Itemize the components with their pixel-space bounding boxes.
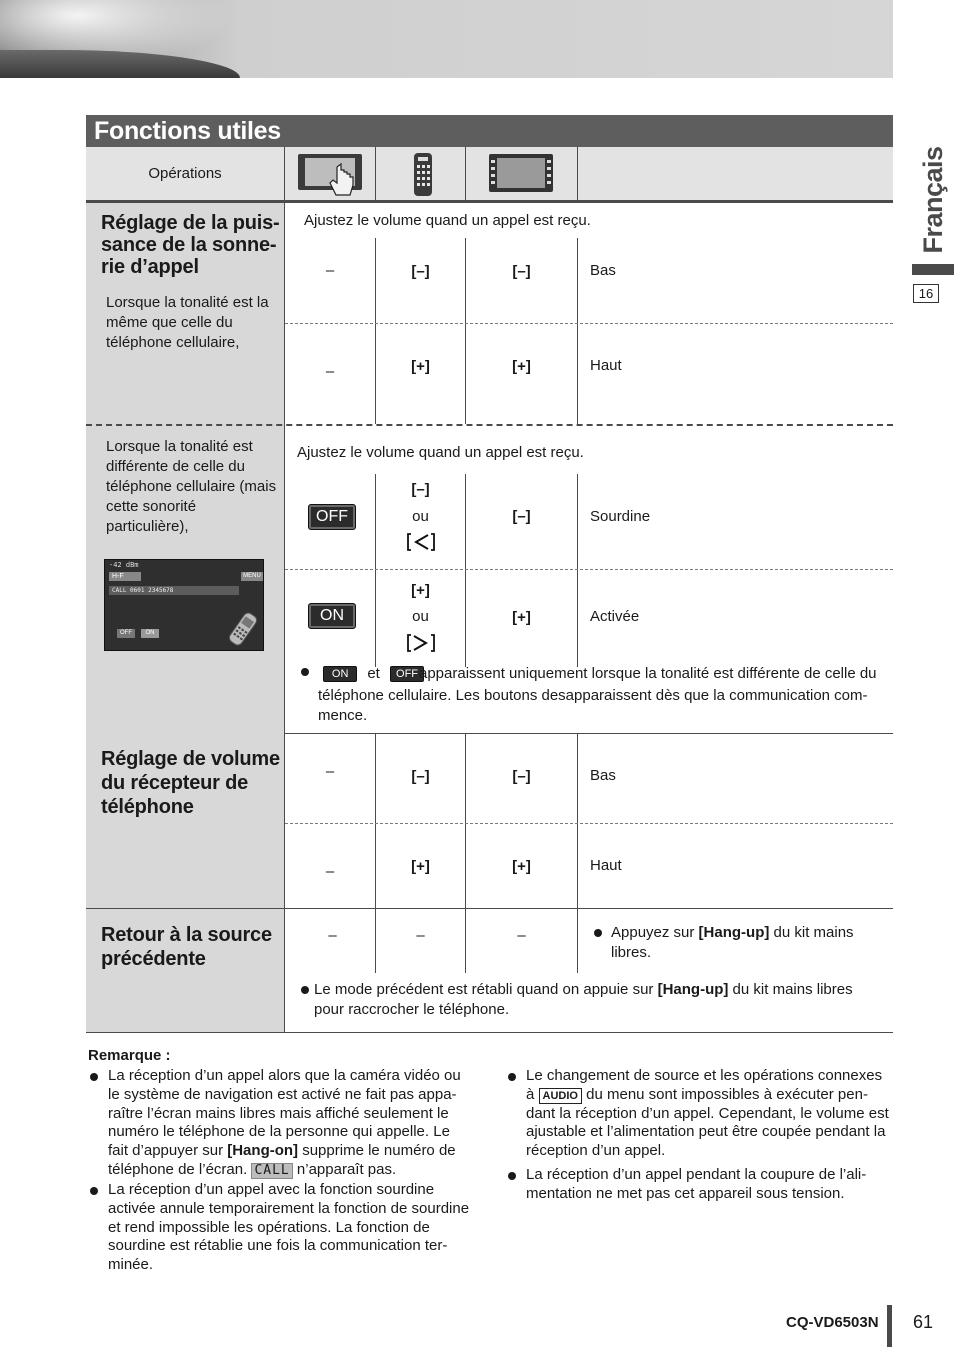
footer-divider <box>887 1305 892 1347</box>
bullet-et-text: et <box>367 665 380 682</box>
cell-unit: – <box>517 927 526 944</box>
screen-on-button: ON <box>141 629 159 638</box>
left-arrow-button-icon <box>407 532 435 552</box>
language-tab <box>912 146 954 280</box>
remark-left-1 <box>90 1067 485 1180</box>
remark-text: supprime le numéro de téléphone de l’écran. <box>108 1142 456 1178</box>
cell-unit: [+] <box>512 358 531 375</box>
page-index-box: 16 <box>913 284 939 303</box>
bullet-icon <box>301 986 309 994</box>
section-title: Fonctions utiles <box>86 115 893 147</box>
bullet-icon <box>594 929 602 937</box>
cell-touch: – <box>325 262 335 279</box>
screen-signal-text: -42 dBm <box>109 561 139 569</box>
model-number: CQ-VD6503N <box>786 1314 879 1331</box>
row3-result <box>594 923 890 963</box>
display-unit-icon <box>488 153 554 193</box>
cell-touch: – <box>325 363 335 380</box>
row3-title: Retour à la source précédente <box>101 924 272 970</box>
cell-or: ou <box>412 608 429 625</box>
mobile-phone-icon <box>225 610 261 648</box>
cell-result: Haut <box>590 357 622 374</box>
screen-off-button: OFF <box>117 629 135 638</box>
cell-remote: [+] <box>411 582 430 599</box>
mute-off-button[interactable]: OFF <box>308 504 356 530</box>
cell-touch: – <box>328 927 337 944</box>
remark-text: La réception d’un appel pendant la coupure de l’ali- mentation ne met pas cet appareil sous tension. <box>526 1166 867 1202</box>
remark-right-2 <box>508 1166 893 1204</box>
handsfree-screen-thumbnail <box>104 559 264 651</box>
bullet-continuation: téléphone cellulaire. Les boutons desapparaissent dès que la communication com- mence. <box>318 687 868 724</box>
cell-remote: [+] <box>411 358 430 375</box>
bullet-icon <box>301 668 309 676</box>
bullet-icon <box>508 1073 516 1081</box>
cell-result: Haut <box>590 857 622 874</box>
hang-on-key-label: [Hang-on] <box>227 1142 299 1160</box>
language-tab-bar <box>912 264 954 275</box>
on-mini-button: ON <box>323 666 357 682</box>
row1-condition-different: Lorsque la tonalité est différente de celle du téléphone cellulaire (mais cette sonorité particulière), <box>106 438 277 535</box>
row3-note <box>301 980 891 1020</box>
remarks-title: Remarque : <box>88 1047 171 1064</box>
bullet-icon <box>508 1172 516 1180</box>
cell-result: Bas <box>590 767 616 784</box>
cell-touch: – <box>325 763 335 780</box>
remark-text: La réception d’un appel avec la fonction sourdine activée annule temporairement la fonction de sourdine et rend impossible les opérations. La fonction de sourdine est rétablie une fois la communication ter- minée. <box>108 1181 470 1274</box>
touchscreen-hand-icon <box>297 151 365 197</box>
result-text: Appuyez sur <box>611 924 699 941</box>
row2-title: Réglage de volume du récepteur de téléphone <box>101 748 280 818</box>
cell-result: Activée <box>590 608 640 625</box>
hang-up-key-label: [Hang-up] <box>657 981 729 998</box>
bullet-icon <box>90 1073 98 1081</box>
cell-unit: [–] <box>512 768 531 785</box>
row1-title: Réglage de la puis- sance de la sonne- rie d’appel <box>101 212 280 278</box>
cell-unit: [+] <box>512 609 531 626</box>
row1-note-same: Ajustez le volume quand un appel est reçu. <box>304 212 591 229</box>
mute-on-button[interactable]: ON <box>308 603 356 629</box>
row1-condition-same: Lorsque la tonalité est la même que celle du téléphone cellulaire, <box>106 294 269 351</box>
cell-unit: [+] <box>512 858 531 875</box>
right-arrow-button-icon <box>407 633 435 653</box>
screen-menu-button: MENU <box>241 572 263 581</box>
audio-key-label: AUDIO <box>539 1088 582 1104</box>
page-number: 61 <box>913 1312 934 1332</box>
cell-result: Bas <box>590 262 616 279</box>
cell-remote: [+] <box>411 858 430 875</box>
remark-text: du menu sont impossibles à exécuter pen- dant la réception d’un appel. Cependant, le volume est ajustable et l’alimentation peut être coupée pendant la réception d’un appel. <box>526 1085 889 1160</box>
cell-remote: [–] <box>411 768 430 785</box>
cell-remote: [–] <box>411 481 430 498</box>
screen-hf-label: H-F <box>109 572 141 581</box>
header-banner-image <box>0 0 893 78</box>
remark-text: Le changement de source et les opérations connexes à <box>526 1067 883 1103</box>
remote-control-icon <box>412 152 434 197</box>
language-label: Français <box>918 146 948 254</box>
remark-text: La réception d’un appel alors que la caméra vidéo ou le système de navigation est activé ne fait pas appa- raître l’écran mains libres mais affiché seulement le numéro le téléphone de la personne qui appelle. Le fait d’appuyer sur <box>108 1067 461 1160</box>
call-indicator: CALL <box>251 1163 292 1179</box>
bullet-line-1 <box>419 664 893 684</box>
cell-result: Sourdine <box>590 508 651 525</box>
cell-unit: [–] <box>512 263 531 280</box>
cell-or: ou <box>412 508 429 525</box>
cell-remote: [–] <box>411 263 430 280</box>
remark-text: n’apparaît pas. <box>292 1160 397 1178</box>
remark-right-1 <box>508 1067 893 1161</box>
off-mini-button: OFF <box>390 666 424 682</box>
on-off-bullet-text: apparaissent uniquement lorsque la tonalité est différente de celle du <box>419 665 877 682</box>
operations-label: Opérations <box>148 165 222 182</box>
bullet-icon <box>90 1187 98 1195</box>
cell-unit: [–] <box>512 508 531 525</box>
remark-left-2 <box>90 1181 485 1275</box>
note-text: Le mode précédent est rétabli quand on appuie sur <box>314 981 658 998</box>
note-text-end: du kit mains libres pour raccrocher le téléphone. <box>314 981 853 1018</box>
screen-call-number: CALL 0601 2345678 <box>109 586 239 595</box>
cell-remote: – <box>416 927 425 944</box>
row1-note-different: Ajustez le volume quand un appel est reçu. <box>297 444 584 461</box>
cell-touch: – <box>325 863 335 880</box>
hang-up-key-label: [Hang-up] <box>698 924 770 941</box>
result-text-end: du kit mains libres. <box>611 924 854 961</box>
